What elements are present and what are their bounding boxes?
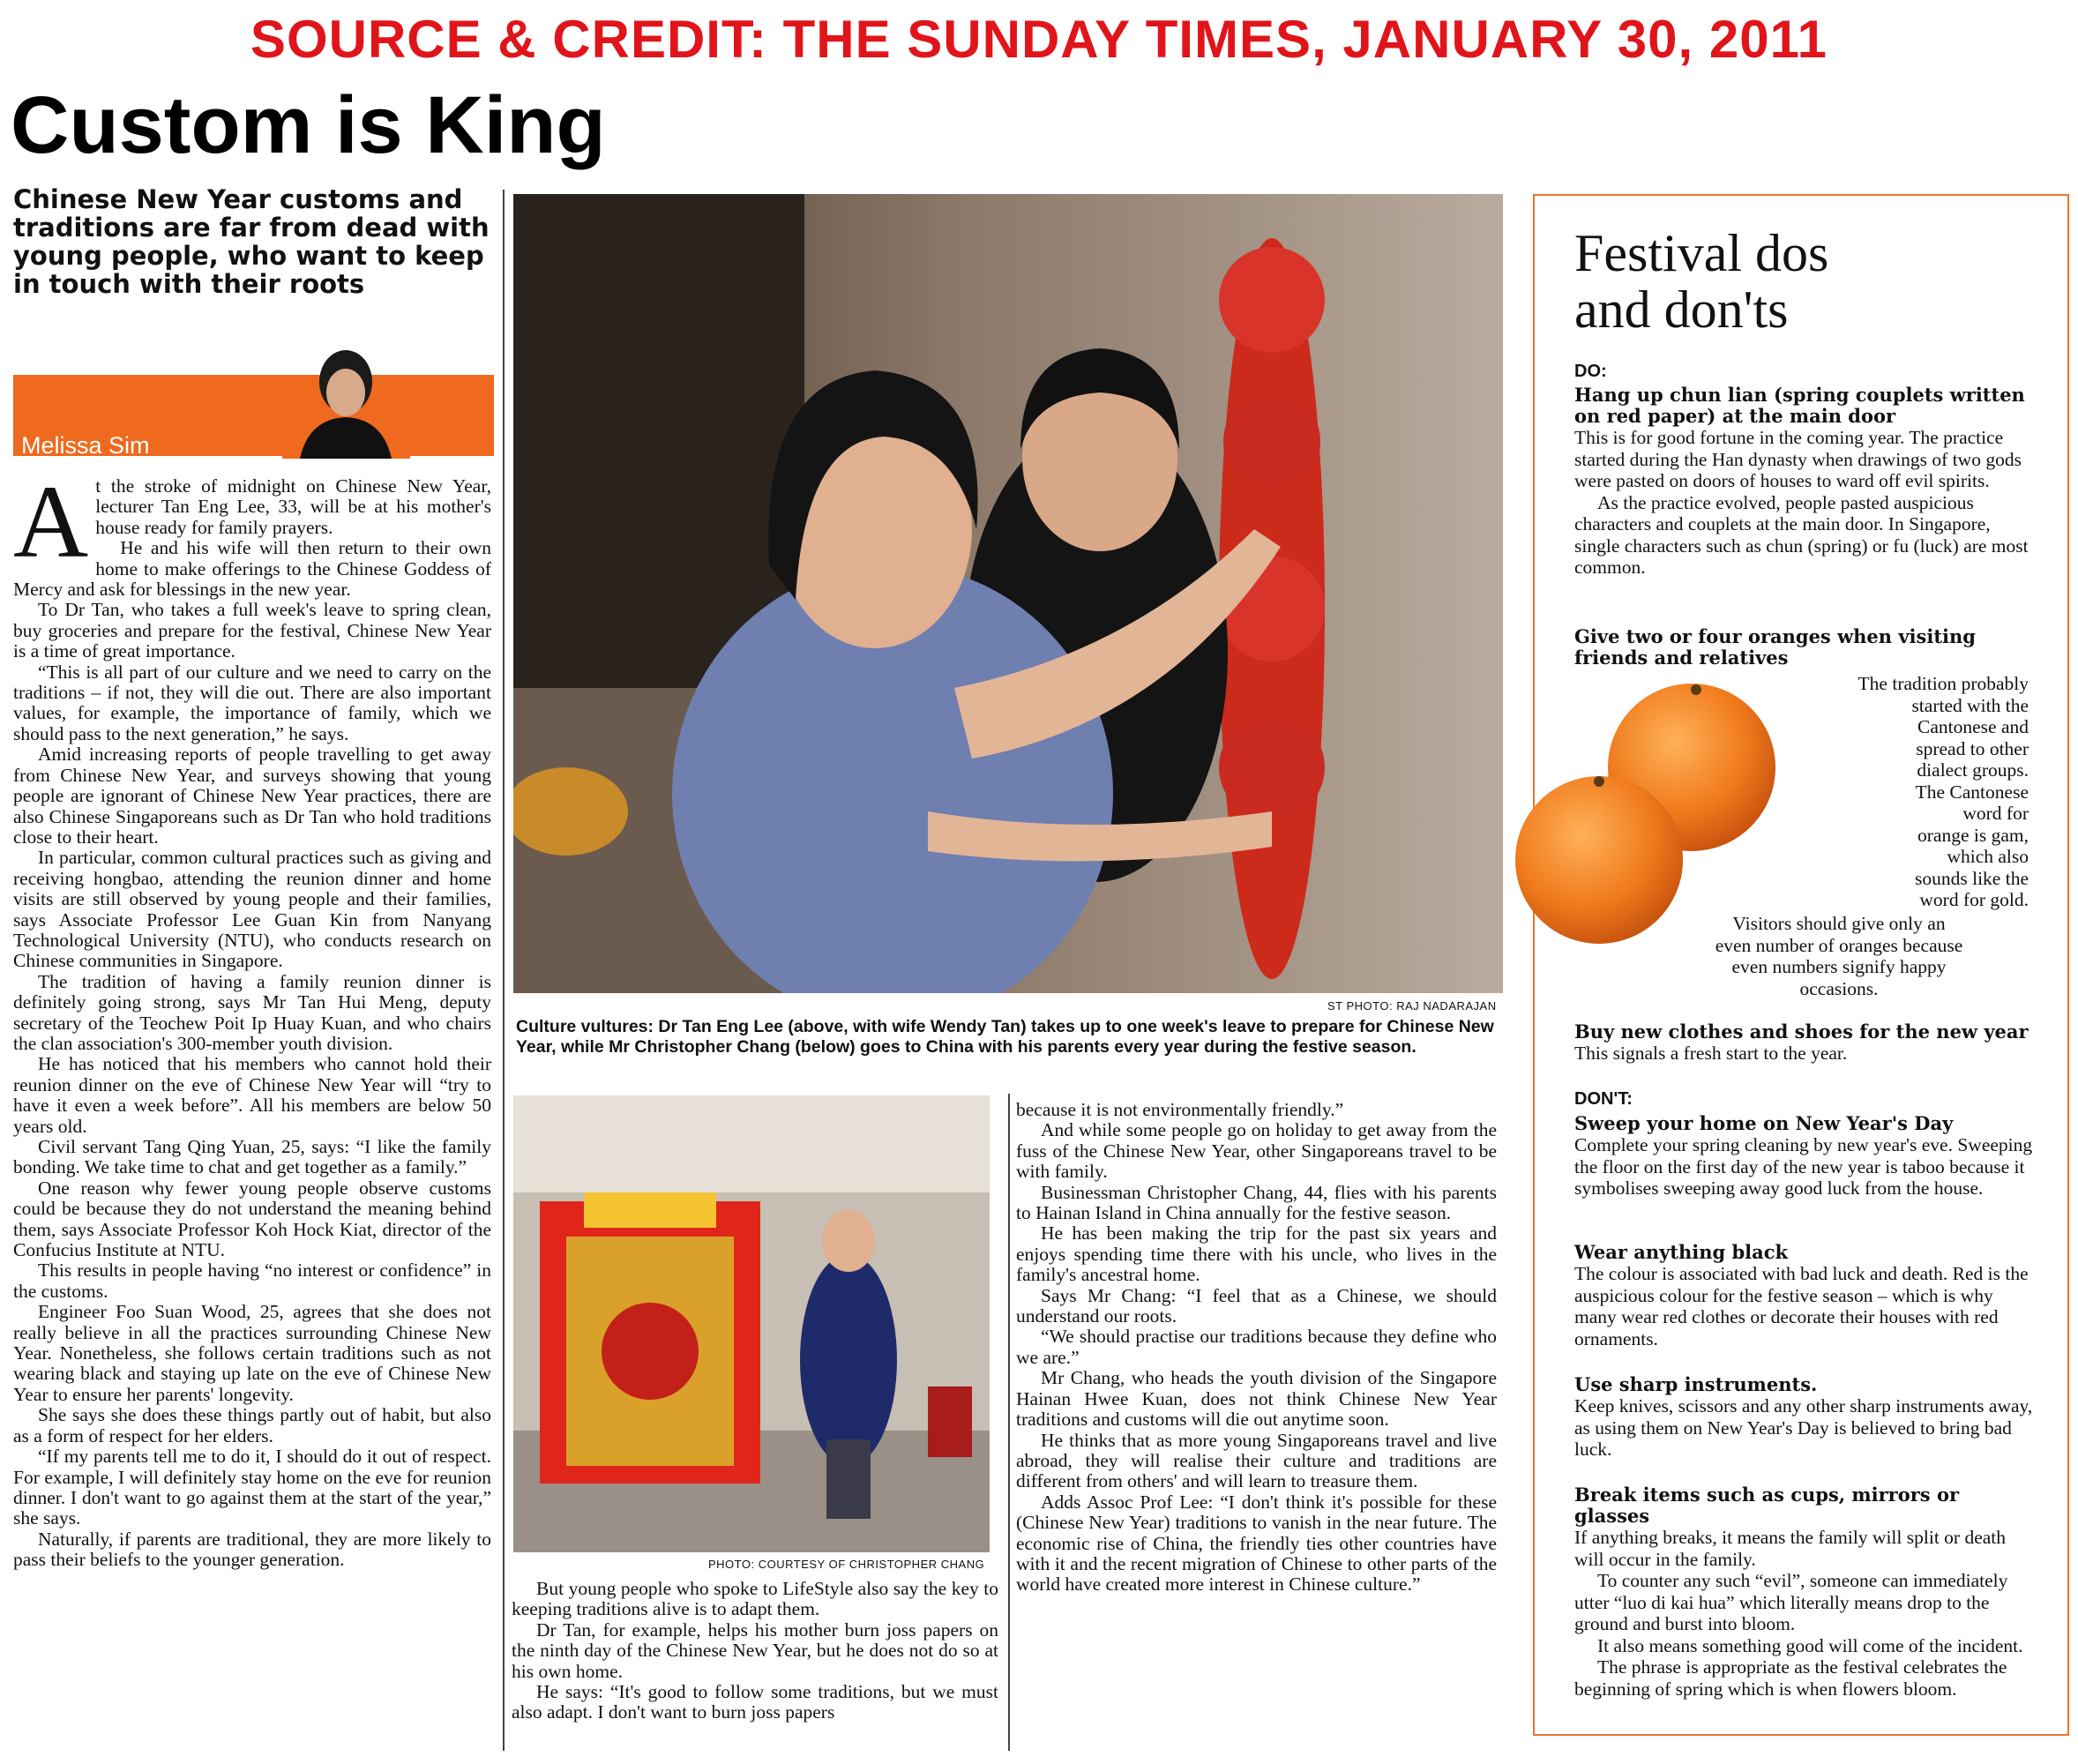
item-text: This is for good fortune in the coming year. The practice started during the Han dynasty when drawings of two gods were pasted on doors of houses to ward off evil spirits.	[1574, 427, 2022, 491]
paragraph: Engineer Foo Suan Wood, 25, agrees that she does not really believe in all the practices surrounding Chinese New Year. Nonetheless, she follows certain traditions such as not wearing black and staying up late on the eve of Chinese New Year to ensure her parents' longevity.	[13, 1301, 491, 1405]
sidebar-item	[1574, 1374, 2033, 1461]
paragraph: Dr Tan, for example, helps his mother burn joss papers on the ninth day of the Chinese New Year, but he does not do so at his own home.	[512, 1618, 998, 1682]
sidebar-title-line: and don'ts	[1574, 280, 1789, 339]
oranges-image	[1515, 670, 1780, 953]
item-text: The phrase is appropriate as the festival celebrates the beginning of spring which is when flowers bloom.	[1574, 1656, 2007, 1700]
paragraph: This results in people having “no interest or confidence” in the customs.	[13, 1259, 491, 1302]
paragraph: Civil servant Tang Qing Yuan, 25, says: “I like the family bonding. We take time to chat and get together as a family.”	[13, 1136, 491, 1178]
paragraph: He has noticed that his members who cannot hold their reunion dinner on the eve of Chinese New Year will “try to have it even a week before”. All his members are below 50 years old.	[13, 1053, 491, 1137]
do-label: DO:	[1574, 362, 1607, 381]
item-heading: Break items such as cups, mirrors or glasses	[1574, 1484, 1960, 1527]
paragraph: Naturally, if parents are traditional, they are more likely to pass their beliefs to the younger generation.	[13, 1528, 491, 1571]
column-1-body	[13, 476, 491, 1751]
column-3-body	[1016, 1100, 1497, 1717]
item-heading: Sweep your home on New Year's Day	[1574, 1112, 1954, 1134]
paragraph: He has been making the trip for the past six years and enjoys spending time there with his uncle, who lives in the family's ancestral home.	[1016, 1222, 1497, 1286]
sidebar-item	[1574, 1113, 2033, 1200]
paragraph: One reason why fewer young people observe customs could be because they do not understand the meaning behind them, says Associate Professor Koh Hock Kiat, director of the Confucius Institute at NTU.	[13, 1177, 491, 1261]
item-heading: Use sharp instruments.	[1574, 1373, 1818, 1395]
paragraph: Mr Chang, who heads the youth division of the Singapore Hainan Hwee Kuan, does not think Chinese New Year traditions and customs will die out anytime soon.	[1016, 1367, 1497, 1431]
paragraph: In particular, common cultural practices such as giving and receiving hongbao, attending the reunion dinner and home visits are still observed by young people and their families, says Associate Professor Lee Guan Kin from Nanyang Technological University (NTU), who conducts research on Chinese communities in Singapore.	[13, 847, 491, 972]
second-photo	[513, 1095, 990, 1552]
text-line: dialect groups.	[1917, 759, 2029, 781]
paragraph: She says she does these things partly out of habit, but also as a form of respect for her elders.	[13, 1404, 491, 1446]
paragraph: Adds Assoc Prof Lee: “I don't think it's possible for these (Chinese New Year) traditions to vanish in the near future. The economic rise of China, the friendly ties other countries have with it and the recent migration of Chinese to other parts of the world have created more interest in Chinese culture.”	[1016, 1491, 1497, 1596]
paragraph: because it is not environmentally friendly.”	[1016, 1100, 1344, 1120]
paragraph: To Dr Tan, who takes a full week's leave to spring clean, buy groceries and prepare for the festival, Chinese New Year is a time of great importance.	[13, 599, 491, 662]
column-rule	[503, 190, 505, 1751]
sidebar-title	[1574, 225, 1828, 338]
paragraph: Amid increasing reports of people travelling to get away from Chinese New Year, and surveys showing that young people are ignorant of Chinese New Year practices, there are also Chinese Singaporeans such as Dr Tan who hold traditions close to their heart.	[13, 744, 491, 848]
item-text: If anything breaks, it means the family will split or death will occur in the family.	[1574, 1527, 2007, 1570]
item-text: As the practice evolved, people pasted auspicious characters and couplets at the main door. In Singapore, single characters such as chun (spring) or fu (luck) are most common.	[1574, 491, 2029, 578]
deck: Chinese New Year customs and traditions are far from dead with young people, who want to keep in touch with their roots	[13, 184, 490, 299]
text-line: The Cantonese	[1915, 781, 2029, 803]
paragraph: Says Mr Chang: “I feel that as a Chinese, we should understand our roots.	[1016, 1284, 1497, 1327]
paragraph: “This is all part of our culture and we need to carry on the traditions – if not, they will die out. There are also important values, for example, the importance of family, which we should pass to the next generation,” he says.	[13, 661, 491, 744]
text-line: even numbers signify happy	[1731, 956, 1947, 977]
photo-caption: Culture vultures: Dr Tan Eng Lee (above, with wife Wendy Tan) takes up to one week's leave to prepare for Chinese New Year, while Mr Christopher Chang (below) goes to China with his parents every year during the festive season.	[516, 1017, 1494, 1057]
paragraph: t the stroke of midnight on Chinese New Year, lecturer Tan Eng Lee, 33, will be at his mother's house ready for family prayers.	[95, 476, 491, 538]
item-heading: Buy new clothes and shoes for the new year	[1574, 1020, 2029, 1043]
text-line: word for gold.	[1919, 889, 2029, 910]
item-text	[1764, 673, 2029, 911]
sidebar-item	[1574, 1242, 2033, 1349]
column-2-body	[512, 1579, 998, 1755]
item-text: This signals a fresh start to the year.	[1574, 1043, 1848, 1064]
paragraph: And while some people go on holiday to get away from the fuss of the Chinese New Year, other Singaporeans travel to be with family.	[1016, 1119, 1497, 1183]
paragraph: The tradition of having a family reunion dinner is definitely going strong, says Mr Tan Hui Meng, deputy secretary of the Teochew Poit Ip Huay Kuan, and who chairs the clan association's 300-member youth division.	[13, 970, 491, 1054]
text-line: orange is gam,	[1917, 824, 2029, 846]
author-photo	[282, 331, 410, 459]
dont-label: DON'T:	[1574, 1089, 1633, 1109]
paragraph: “We should practise our traditions because they define who we are.”	[1016, 1326, 1497, 1368]
paragraph: “If my parents tell me to do it, I should do it out of respect. For example, I will definitely stay home on the eve for reunion dinner. I don't want to go against them at the start of the year,” she says.	[13, 1446, 491, 1529]
headline: Custom is King	[11, 80, 606, 170]
text-line: sounds like the	[1915, 867, 2029, 889]
paragraph: Businessman Christopher Chang, 44, flies with his parents to Hainan Island in China annually for the festive season.	[1016, 1181, 1497, 1224]
text-line: Visitors should give only an	[1732, 913, 1946, 934]
sidebar-item	[1574, 1021, 2033, 1065]
main-photo	[513, 194, 1503, 993]
paragraph: He and his wife will then return to their own home to make offerings to the Chinese Goddess of Mercy and ask for blessings in the new year.	[13, 537, 491, 601]
item-text: Keep knives, scissors and any other sharp instruments away, as using them on New Year's Day is believed to bring bad luck.	[1574, 1395, 2033, 1460]
item-text	[1693, 913, 1985, 999]
text-line: The tradition probably	[1857, 673, 2029, 694]
item-text: To counter any such “evil”, someone can immediately utter “luo di kai hua” which literally means drop to the ground and burst into bloom.	[1574, 1570, 2008, 1634]
text-line: spread to other	[1916, 737, 2029, 759]
source-credit: SOURCE & CREDIT: THE SUNDAY TIMES, JANUARY 30, 2011	[250, 10, 1828, 69]
paragraph: But young people who spoke to LifeStyle also say the key to keeping traditions alive is to adapt them.	[512, 1579, 998, 1620]
photo-credit: PHOTO: COURTESY OF CHRISTOPHER CHANG	[708, 1558, 985, 1571]
item-heading: Hang up chun lian (spring couplets written on red paper) at the main door	[1574, 384, 2025, 427]
paragraph: He says: “It's good to follow some traditions, but we must also adapt. I don't want to burn joss papers	[512, 1681, 998, 1723]
text-line: word for	[1962, 803, 2029, 824]
drop-cap: A	[13, 476, 89, 579]
sidebar-item	[1574, 385, 2033, 579]
photo-credit: ST PHOTO: RAJ NADARAJAN	[1327, 999, 1497, 1013]
paragraph: He thinks that as more young Singaporeans travel and live abroad, they will realise their culture and traditions are different from others' and will learn to treasure them.	[1016, 1429, 1497, 1492]
item-text: The colour is associated with bad luck and death. Red is the auspicious colour for the festive season – which is why many wear red clothes or decorate their houses with red ornaments.	[1574, 1263, 2029, 1349]
sidebar-title-line: Festival dos	[1574, 224, 1829, 282]
sidebar-item	[1574, 1484, 2033, 1700]
item-text: Complete your spring cleaning by new year's eve. Sweeping the floor on the first day of the new year is taboo because it symbolises sweeping away good luck from the house.	[1574, 1134, 2033, 1199]
item-heading: Give two or four oranges when visiting friends and relatives	[1574, 625, 1976, 669]
text-line: started with the	[1911, 694, 2029, 716]
item-text: It also means something good will come of the incident.	[1597, 1634, 2023, 1656]
byline-name: Melissa Sim	[21, 432, 150, 459]
text-line: which also	[1947, 846, 2029, 867]
text-line: occasions.	[1799, 977, 1879, 999]
item-heading: Wear anything black	[1574, 1241, 1789, 1263]
column-rule	[1008, 1094, 1010, 1751]
text-line: Cantonese and	[1917, 716, 2029, 737]
text-line: even number of oranges because	[1715, 934, 1963, 956]
